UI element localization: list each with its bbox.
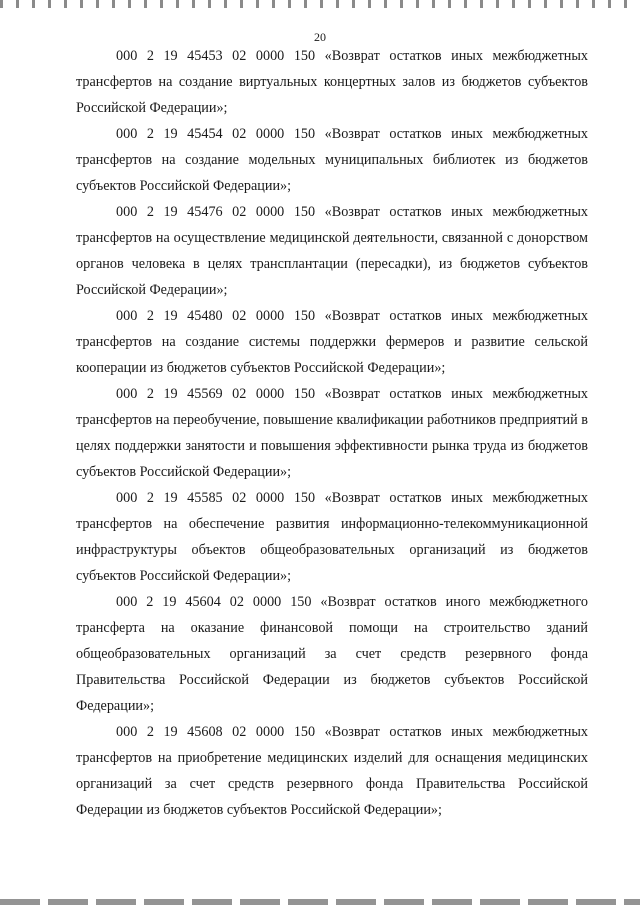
budget-code-entry: 000 2 19 45454 02 0000 150 «Возврат остатков иных межбюджетных трансфертов на создание модельных муниципальных библиотек из бюджетов субъектов Российской Федерации»; <box>76 126 588 194</box>
budget-code-entry: 000 2 19 45585 02 0000 150 «Возврат остатков иных межбюджетных трансфертов на обеспечение развития информационно-телекоммуникационной инфраструктуры объектов общеобразовательных организаций из бюджетов субъектов Российской Федерации»; <box>76 490 588 584</box>
scan-edge-bottom <box>0 899 640 905</box>
budget-code-entry: 000 2 19 45608 02 0000 150 «Возврат остатков иных межбюджетных трансфертов на приобретение медицинских изделий для оснащения медицинских организаций за счет средств резервного фонда Правительства Российской Федерации из бюджетов субъектов Российской Федерации»; <box>76 724 588 818</box>
budget-code-entry: 000 2 19 45569 02 0000 150 «Возврат остатков иных межбюджетных трансфертов на переобучение, повышение квалификации работников предприятий в целях поддержки занятости и повышения эффективности рынка труда из бюджетов субъектов Российской Федерации»; <box>76 386 588 480</box>
document-body <box>76 43 588 823</box>
budget-code-entry: 000 2 19 45453 02 0000 150 «Возврат остатков иных межбюджетных трансфертов на создание виртуальных концертных залов из бюджетов субъектов Российской Федерации»; <box>76 48 588 116</box>
scan-edge-top <box>0 0 640 8</box>
budget-code-entry: 000 2 19 45604 02 0000 150 «Возврат остатков иного межбюджетного трансферта на оказание финансовой помощи на строительство зданий общеобразовательных организаций за счет средств резервного фонда Правительства Российской Федерации из бюджетов субъектов Российской Федерации»; <box>76 594 588 714</box>
budget-code-entry: 000 2 19 45476 02 0000 150 «Возврат остатков иных межбюджетных трансфертов на осуществление медицинской деятельности, связанной с донорством органов человека в целях трансплантации (пересадки), из бюджетов субъектов Российской Федерации»; <box>76 204 588 298</box>
page-number: 20 <box>314 30 326 44</box>
budget-code-entry: 000 2 19 45480 02 0000 150 «Возврат остатков иных межбюджетных трансфертов на создание системы поддержки фермеров и развитие сельской кооперации из бюджетов субъектов Российской Федерации»; <box>76 308 588 376</box>
